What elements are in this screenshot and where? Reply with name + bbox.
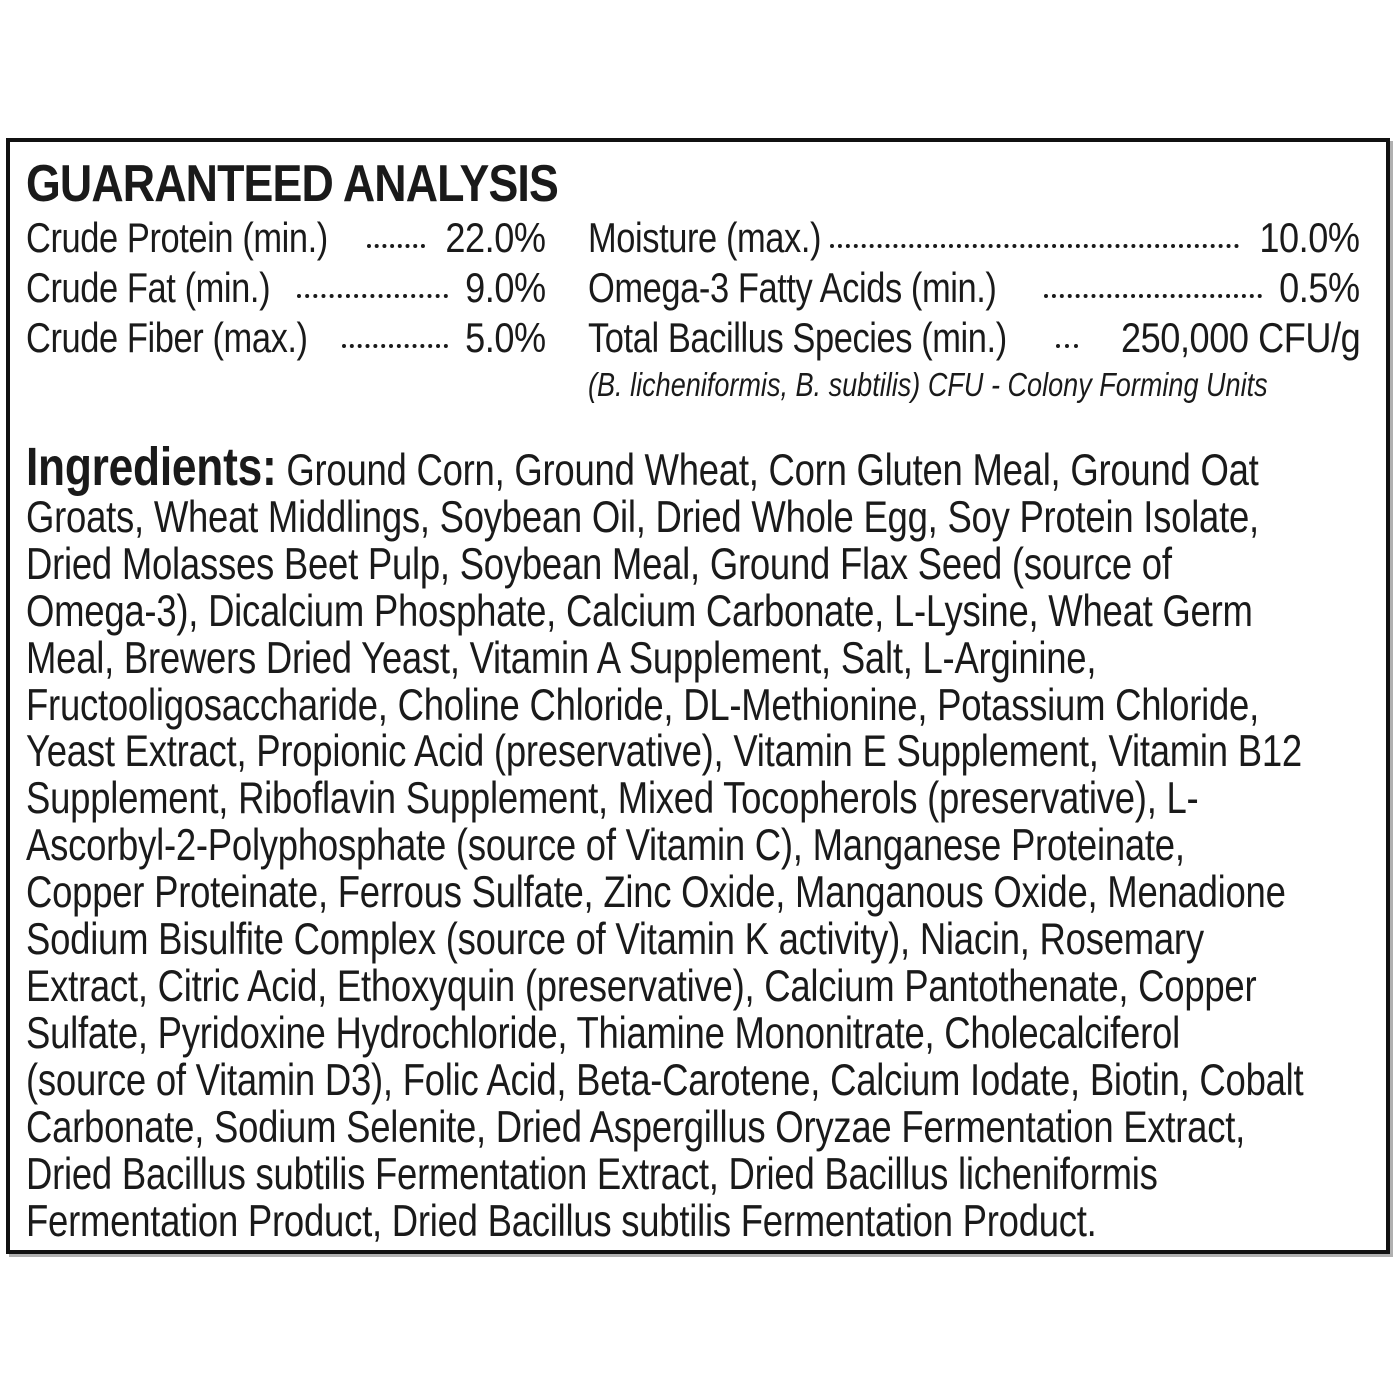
analysis-row-crude-fiber: [26, 314, 546, 362]
analysis-row-omega-3: [588, 264, 1360, 312]
analysis-row-bacillus: [588, 314, 1360, 362]
leader-dots: [367, 214, 425, 248]
leader-dots: [297, 264, 449, 298]
leader-dots: [1044, 264, 1262, 298]
cfu-footnote: (B. licheniformis, B. subtilis) CFU - Colony Forming Units: [588, 366, 1268, 403]
analysis-name: Moisture (max.): [588, 214, 822, 261]
analysis-name: Total Bacillus Species (min.): [588, 314, 1007, 361]
leader-dots: [830, 214, 1240, 248]
analysis-value: 10.0%: [1259, 214, 1360, 261]
analysis-row-crude-fat: [26, 264, 546, 312]
analysis-value: 9.0%: [465, 264, 546, 311]
ingredients-title: Ingredients:: [26, 437, 277, 497]
analysis-value: 0.5%: [1279, 264, 1360, 311]
analysis-row-crude-protein: [26, 214, 546, 262]
ingredients-paragraph: [26, 437, 1305, 1246]
analysis-value: 250,000 CFU/g: [1120, 314, 1360, 361]
nutrition-label: [6, 138, 1390, 1254]
ingredients-list: Ground Corn, Ground Wheat, Corn Gluten Meal, Ground Oat Groats, Wheat Middlings, Soybean Oil, Dried Whole Egg, Soy Protein Isolate, Dried Molasses Beet Pulp, Soybean Meal, Ground Flax Seed (source of Omega-3), Dicalcium Phosphate, Calcium Carbonate, L-Lysine, Wheat Germ Meal, Brewers Dried Yeast, Vitamin A Supplement, Salt, L-Arginine, Fructooligosaccharide, Choline Chloride, DL-Methionine, Potassium Chloride, Yeast Extract, Propionic Acid (preservative), Vitamin E Supplement, Vitamin B12 Supplement, Riboflavin Supplement, Mixed Tocopherols (preservative), L-Ascorbyl-2-Polyphosphate (source of Vitamin C), Manganese Proteinate, Copper Proteinate, Ferrous Sulfate, Zinc Oxide, Manganous Oxide, Menadione Sodium Bisulfite Complex (source of Vitamin K activity), Niacin, Rosemary Extract, Citric Acid, Ethoxyquin (preservative), Calcium Pantothenate, Copper Sulfate, Pyridoxine Hydrochloride, Thiamine Mononitrate, Cholecalciferol (source of Vitamin D3), Folic Acid, Beta-Carotene, Calcium Iodate, Biotin, Cobalt Carbonate, Sodium Selenite, Dried Aspergillus Oryzae Fermentation Extract, Dried Bacillus subtilis Fermentation Extract, Dried Bacillus licheniformis Fermentation Product, Dried Bacillus subtilis Fermentation Product.: [26, 446, 1304, 1246]
guaranteed-analysis-heading: GUARANTEED ANALYSIS: [26, 155, 558, 213]
analysis-name: Omega-3 Fatty Acids (min.): [588, 264, 997, 311]
analysis-value: 22.0%: [445, 214, 546, 261]
analysis-row-moisture: [588, 214, 1360, 262]
analysis-value: 5.0%: [465, 314, 546, 361]
leader-dots: [342, 314, 448, 348]
leader-dots: [1056, 314, 1077, 348]
analysis-name: Crude Protein (min.): [26, 214, 328, 261]
analysis-name: Crude Fat (min.): [26, 264, 271, 311]
analysis-name: Crude Fiber (max.): [26, 314, 308, 361]
